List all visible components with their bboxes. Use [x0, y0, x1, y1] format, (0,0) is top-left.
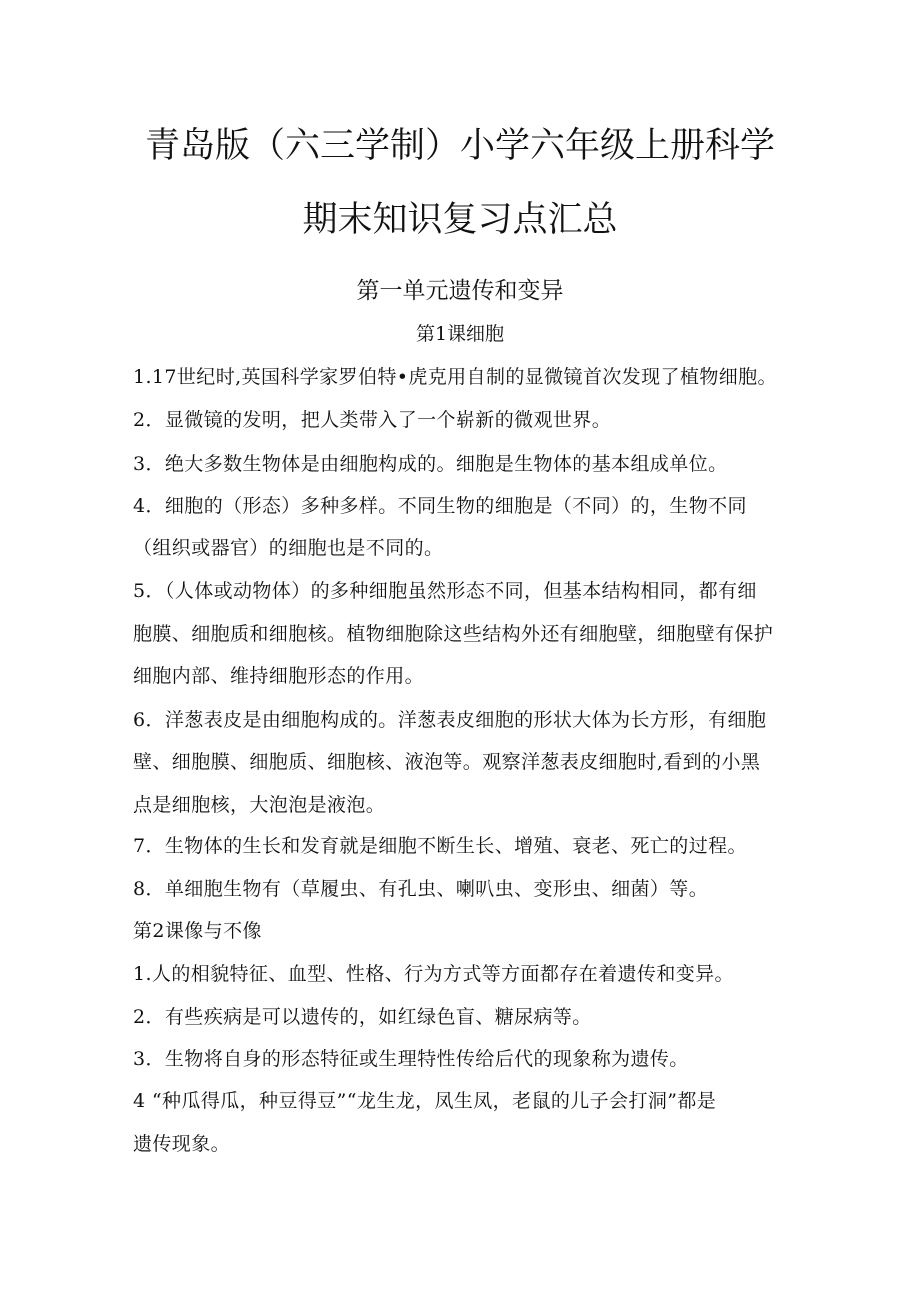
lesson-1-line-8: 细胞内部、维持细胞形态的作用。: [133, 665, 425, 687]
lesson-2-line-3: 3．生物将自身的形态特征或生理特性传给后代的现象称为遗传。: [133, 1048, 689, 1070]
lesson-1-line-1: 1.17世纪时,英国科学家罗伯特•虎克用自制的显微镜首次发现了植物细胞。: [133, 366, 777, 388]
lesson-1-line-6: 5．（人体或动物体）的多种细胞虽然形态不同，但基本结构相同，都有细: [133, 580, 757, 602]
lesson-1-line-13: 8．单细胞生物有（草履虫、有孔虫、喇叭虫、变形虫、细菌）等。: [133, 878, 709, 900]
lesson-1-line-5: （组织或器官）的细胞也是不同的。: [133, 537, 444, 559]
lesson-2-line-1: 1.人的相貌特征、血型、性格、行为方式等方面都存在着遗传和变异。: [133, 963, 734, 985]
lesson-1-heading: 第1课细胞: [415, 323, 505, 345]
lesson-2-line-4: 4 “种瓜得瓜，种豆得豆”“龙生龙，凤生凤，老鼠的儿子会打洞”都是: [133, 1090, 717, 1112]
lesson-1-line-4: 4．细胞的（形态）多种多样。不同生物的细胞是（不同）的，生物不同: [133, 495, 747, 517]
lesson-1-line-10: 壁、细胞膜、细胞质、细胞核、液泡等。观察洋葱表皮细胞时,看到的小黑: [133, 751, 761, 773]
lesson-1-line-2: 2．显微镜的发明，把人类带入了一个崭新的微观世界。: [133, 409, 612, 431]
lesson-1-line-11: 点是细胞核，大泡泡是液泡。: [133, 794, 386, 816]
lesson-1-line-9: 6．洋葱表皮是由细胞构成的。洋葱表皮细胞的形状大体为长方形，有细胞: [133, 709, 767, 731]
document-title-line-2: 期末知识复习点汇总: [302, 200, 618, 240]
lesson-2-line-2: 2．有些疾病是可以遗传的，如红绿色盲、糖尿病等。: [133, 1006, 592, 1028]
lesson-2-heading: 第2课像与不像: [133, 920, 262, 942]
document-title-line-1: 青岛版（六三学制）小学六年级上册科学: [144, 126, 775, 166]
lesson-1-line-12: 7．生物体的生长和发育就是细胞不断生长、增殖、衰老、死亡的过程。: [133, 835, 747, 857]
unit-heading: 第一单元遗传和变异: [356, 278, 564, 304]
lesson-2-line-5: 遗传现象。: [133, 1133, 231, 1155]
lesson-1-line-3: 3．绝大多数生物体是由细胞构成的。细胞是生物体的基本组成单位。: [133, 453, 728, 475]
lesson-1-line-7: 胞膜、细胞质和细胞核。植物细胞除这些结构外还有细胞壁，细胞壁有保护: [133, 623, 774, 645]
